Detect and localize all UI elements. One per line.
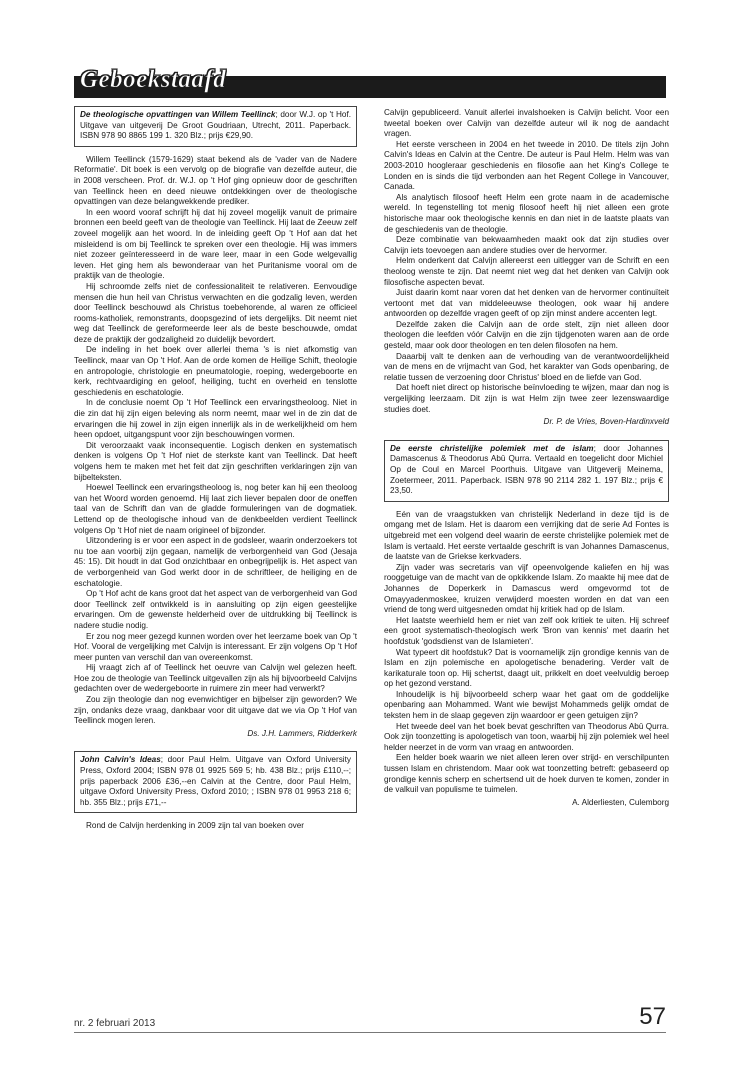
review-signature: A. Alderliesten, Culemborg: [572, 797, 669, 807]
footer-divider: [74, 1032, 666, 1033]
book-info-box-calvin: [74, 751, 357, 813]
paragraph: Juist daarin komt naar voren dat het denken van de hervormer continuïteit vertoont met dat van middeleeuwse theologen, ook waar hij andere antwoorden op dezelfde vragen geeft of op zijn minst andere accenten legt.: [384, 288, 669, 319]
book-details: ; door Paul Helm. Uitgave van Oxford University Press, Oxford 2004; ISBN 978 01 9925 569 5; hb. 438 Blz.; prijs £110,--; prijs paperback 2006 £36,--en Calvin at the Centre, door Paul Helm, uitgave Oxford University Press, Oxford 2010; ; ISBN 978 01 9953 218 6; hb. 355 Blz.; prijs £71,--: [80, 755, 351, 807]
paragraph: Deze combinatie van bekwaamheden maakt ook dat zijn studies over Calvijn iets toevoegen aan andere studies over de hervormer.: [384, 235, 669, 255]
issue-label: nr. 2 februari 2013: [74, 1018, 156, 1029]
paragraph: Calvijn gepubliceerd. Vanuit allerlei invalshoeken is Calvijn belicht. Voor een tweetal boeken over Calvijn van dezelfde auteur wil ik nog de aandacht vragen.: [384, 108, 669, 139]
paragraph: Wat typeert dit hoofdstuk? Dat is voornamelijk zijn grondige kennis van de Islam en zijn polemische en apologetische benadering. Verder valt de karikaturale toon op. Hij schertst, daagt uit, prikkelt en doet veelvuldig beroep op het gezond verstand.: [384, 647, 669, 689]
review-signature: Ds. J.H. Lammers, Ridderkerk: [247, 728, 357, 738]
paragraph: Rond de Calvijn herdenking in 2009 zijn tal van boeken over: [86, 821, 305, 831]
book-details: ; door W.J. op 't Hof. Uitgave van uitgeverij De Groot Goudriaan, Utrecht, 2011. Paperback. ISBN 978 90 8865 199 1. 320 Blz.; prijs €29,90.: [80, 110, 351, 141]
paragraph: Dit veroorzaakt vaak inconsequentie. Logisch denken en systematisch denken is volgens Op 't Hof niet de sterkste kant van Teellinck. Dat heeft volgens hem te maken met het feit dat zijn geschriften verklaringen zijn van bijbelteksten.: [74, 440, 357, 482]
book-info-box-islam: [384, 440, 669, 502]
paragraph: Helm onderkent dat Calvijn allereerst een uitlegger van de Schrift en een theoloog wenste te zijn. Dat neemt niet weg dat het denken van Calvijn ook filosofische aspecten bevat.: [384, 256, 669, 287]
paragraph: Inhoudelijk is hij bijvoorbeeld scherp waar het gaat om de goddelijke openbaring aan Mohammed. Want wie bewijst Mohammeds gelijk omdat de teksten hem in de slaap gegeven zijn waardoor er geen getuigen zijn?: [384, 689, 669, 721]
paragraph: Op 't Hof acht de kans groot dat het aspect van de verborgenheid van God door Teellinck zelf ontwikkeld is in aansluiting op zijn eigen geestelijke ervaringen. Om de gewenste helderheid over de uitdrukking bij Teellinck is nadere studie nodig.: [74, 589, 357, 630]
page-number: 57: [639, 1003, 666, 1030]
paragraph: Hoewel Teellinck een ervaringstheoloog is, nog beter kan hij een theoloog van het Woord worden genoemd. Hij laat zich liever bepalen door de oneffen taal van de Schrift dan van de gladde formuleringen van de dogmatiek. Lettend op de theologische inhoud van de denkbeelden verdient Teellinck volgens Op 't Hof niet de naam origineel of bijzonder.: [74, 483, 357, 535]
paragraph: Dat hoeft niet direct op historische beïnvloeding te wijzen, maar dan nog is vergelijking leerzaam. Dit zijn is wat Helm zijn twee zeer lezenswaardige studies doet.: [384, 383, 669, 414]
paragraph: Een helder boek waarin we niet alleen leren over strijd- en verschilpunten tussen Islam en christendom. Maar ook wat toonzetting betreft: gebaseerd op grondige kennis scherp en schertsend uit de hoek durven te komen, zonder in de valkuil van populisme te tuimelen.: [384, 753, 669, 795]
section-title: Geboekstaafd: [80, 66, 227, 93]
book-details: ; door Johannes Damascenus & Theodorus Abū Qurra. Vertaald en toegelicht door Michiel Op de Coul en Marcel Poorthuis. Uitgave van Uitgeverij Meinema, Zoetermeer, 2011. Paperback. ISBN 978 90 2114 282 1. 197 Blz.; prijs € 23,50.: [390, 443, 663, 496]
paragraph: Zijn vader was secretaris van vijf opeenvolgende kaliefen en hij was rooggetuige van de macht van de opkikkende Islam. Zo maakte hij mee dat de Johannes de Doperkerk in Damascus werd omgevormd tot de Omayyadenmoskee, kruizen verwijderd moesten worden en dat van een vriend de tong werd uitgesneden omdat hij kritiek had op de Islam.: [384, 562, 669, 615]
book-info-box-teellinck: [74, 106, 357, 147]
paragraph: De indeling in het boek over allerlei thema 's is niet afkomstig van Teellinck, maar van Op 't Hof. Aan de orde komen de Heilige Schift, theologie en antropologie, christologie en pneumatologie, roeping, wedergeboorte en kerk, rechtvaardiging en geloof, heiliging, tucht en overheid en tenslotte geschiedenis en eschatologie.: [74, 345, 357, 397]
right-column: [384, 108, 669, 808]
paragraph: Het eerste verscheen in 2004 en het tweede in 2010. De titels zijn John Calvin's Ideas en Calvin at the Centre. De auteur is Paul Helm. Helm was van 2003-2010 hoogleraar geschiedenis en filosofie aan het King's College te Londen en is sinds die tijd verbonden aan het Regent College in Vancouver, Canada.: [384, 139, 669, 192]
paragraph: Willem Teellinck (1579-1629) staat bekend als de 'vader van de Nadere Reformatie'. Dit boek is een vervolg op de biografie van dezelfde auteur, die in 2008 verscheen. Prof. dr. W.J. op 't Hof ging opnieuw door de geschriften van Teellinck heen en deed nieuwe ontdekkingen over de theologische opvattingen van deze belangwekkende prediker.: [74, 154, 357, 207]
paragraph: Er zou nog meer gezegd kunnen worden over het leerzame boek van Op 't Hof. Vooral de vergelijking met Calvijn is interessant. Er zijn volgens Op 't Hof meer punten van verschil dan van overeenkomst.: [74, 631, 357, 662]
paragraph: Het tweede deel van het boek bevat geschriften van Theodorus Abū Qurra. Ook zijn toonzetting is apologetisch van toon, waarbij hij zijn polemiek wel heel helder neerzet in de vorm van vraag en antwoorden.: [384, 721, 669, 752]
paragraph: Als analytisch filosoof heeft Helm een grote naam in de academische wereld. In tegenstelling tot menig filosoof heeft hij niet alleen een grote historische maar ook theologische kennis en dan niet in de laatste plaats van de geschiedenis van de theologie.: [384, 192, 669, 234]
paragraph: Zou zijn theologie dan nog evenwichtiger en bijbelser zijn geworden? We zijn, ondanks deze vraag, dankbaar voor dit uitgave dat we via Op 't Hof van Teellinck mogen leren.: [74, 695, 357, 726]
paragraph: Eén van de vraagstukken van christelijk Nederland in deze tijd is de omgang met de Islam. Het is daarom een verrijking dat de serie Ad Fontes is uitgebreid met een volgend deel waarin de eerste christelijke polemiek met de Islam is vertaald. Het eerste vertaalde geschrift is van Johannes Damascenus, de laatste van de Griekse kerkvaders.: [384, 509, 669, 562]
paragraph: Dezelfde zaken die Calvijn aan de orde stelt, zijn niet alleen door theologen die leefden vóór Calvijn en die zijn tijdgenoten waren aan de orde gesteld, maar ook door theologen en ten delen filosofen na hem.: [384, 319, 669, 351]
book-title: De theologische opvattingen van Willem Teellinck: [80, 110, 276, 119]
paragraph: Daaarbij valt te denken aan de verhouding van de verantwoordelijkheid van de mens en de vrijmacht van God, het karakter van Gods openbaring, de relatie tussen de verzoening door Christus' bloed en de liefde van God.: [384, 351, 669, 382]
book-title: De eerste christelijke polemiek met de islam: [390, 443, 594, 453]
paragraph: Het laatste weerhield hem er niet van zelf ook kritiek te uiten. Hij schreef een groot systematisch-theologisch werk 'Bron van kennis' met daarin het hoofdstuk 'godsdienst van de Islamieten'.: [384, 615, 669, 646]
paragraph: In de conclusie noemt Op 't Hof Teellinck een ervaringstheoloog. Niet in die zin dat hij zijn eigen beleving als norm neemt, maar wel in de zin dat de ervaringen die hij zowel in zijn eigen innerlijk als in de werkelijkheid om hem heen opdoet, uitgangspunt voor zijn beschouwingen vormen.: [74, 398, 357, 440]
paragraph: Hij vraagt zich af of Teellinck het oeuvre van Calvijn wel gelezen heeft. Hoe zou de theologie van Teellinck uitgevallen zijn als hij bijvoorbeeld Calvijns gedachten over de wedergeboorte in ruimere zin meer had verwerkt?: [74, 663, 357, 694]
review-signature: Dr. P. de Vries, Boven-Hardinxveld: [543, 417, 669, 427]
left-column: [74, 106, 357, 832]
book-title: John Calvin's Ideas: [80, 755, 161, 765]
paragraph: Uitzondering is er voor een aspect in de godsleer, waarin onderzoekers tot nu toe aan voorbij zijn gegaan, namelijk de verborgenheid van God (Jesaja 45: 15). Dit houdt in dat God onzichtbaar en onbegrijpelijk is. Het aspect van de verborgenheid van God werkt door in de schriftleer, de heiliging en de eschatologie.: [74, 536, 357, 588]
paragraph: In een woord vooraf schrijft hij dat hij zoveel mogelijk vanuit de primaire bronnen een beeld geeft van de theologie van Teellinck. Hij laat de Zeeuw zelf zoveel mogelijk aan het woord. In de inleiding geeft Op 't Hof aan dat het misleidend is om bij Teellinck te spreken over een theologie. Hij was immers niet zozeer geïnteresseerd in de ware leer, maar in een Gode welgevallig leven. Het ging hem als bewonderaar van het Puritanisme vooral om de praktijk van de theologie.: [74, 207, 357, 281]
paragraph: Hij schroomde zelfs niet de confessionaliteit te relativeren. Eenvoudige mensen die hun heil van Christus verwachten en die godzalig leven, werden door Teellinck beschouwd als Christus toebehorende, al waren ze officieel rooms-katholiek, remonstrants, doopsgezind of iets dergelijks. Dit neemt niet weg dat Teellinck de gereformeerde leer als de beste beschouwde, omdat deze de praktijk der godzaligheid zo duidelijk bevordert.: [74, 281, 357, 344]
